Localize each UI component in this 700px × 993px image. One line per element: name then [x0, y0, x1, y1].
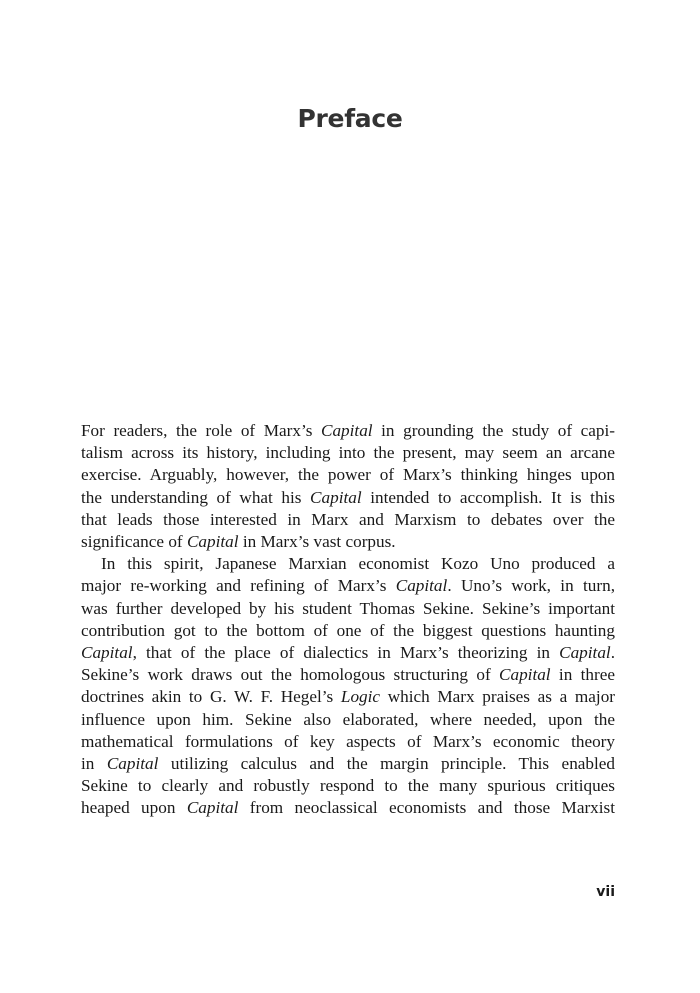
text-line: in Capital utilizing calculus and the margin principle. This enabled: [81, 754, 616, 774]
paragraph: [81, 553, 615, 819]
italic-title: Capital: [499, 665, 551, 685]
text-line: For readers, the role of Marx’s Capital in grounding the study of capi-: [81, 421, 615, 440]
italic-title: Capital: [186, 798, 239, 818]
text-line: doctrines akin to G. W. F. Hegel’s Logic which Marx praises as a major: [81, 687, 616, 707]
text-line: Sekine’s work draws out the homologous structuring of Capital in three: [81, 665, 615, 685]
paragraph: [81, 420, 615, 553]
text-line: exercise. Arguably, however, the power of Marx’s thinking hinges upon: [81, 465, 615, 485]
text-line: influence upon him. Sekine also elaborated, where needed, upon the: [81, 709, 615, 729]
italic-title: Capital: [321, 421, 373, 440]
italic-title: Capital: [186, 532, 239, 552]
text-line: heaped upon Capital from neoclassical economists and those Marxist: [81, 798, 616, 818]
italic-title: Capital: [81, 643, 133, 663]
italic-title: Capital: [106, 754, 159, 774]
text-line: contribution got to the bottom of one of the biggest questions haunting: [81, 620, 615, 640]
italic-title: Capital: [559, 643, 611, 663]
italic-title: Capital: [310, 487, 362, 507]
text-line: mathematical formulations of key aspects of Marx’s economic theory: [81, 731, 615, 751]
text-line: talism across its history, including into the present, may seem an arcane: [81, 443, 615, 463]
text-line: that leads those interested in Marx and Marxism to debates over the: [81, 509, 615, 529]
text-line: In this spirit, Japanese Marxian economist Kozo Uno produced a: [101, 554, 615, 574]
text-line: significance of Capital in Marx’s vast corpus.: [81, 532, 396, 552]
page-number: vii: [596, 884, 615, 900]
text-line: the understanding of what his Capital intended to accomplish. It is this: [81, 487, 615, 507]
chapter-title: Preface: [297, 104, 403, 133]
body-text: [81, 420, 615, 820]
text-line: was further developed by his student Thomas Sekine. Sekine’s important: [81, 598, 615, 618]
text-line: Sekine to clearly and robustly respond to the many spurious critiques: [81, 776, 615, 796]
text-line: Capital, that of the place of dialectics in Marx’s theorizing in Capital.: [81, 643, 615, 663]
text-line: major re-working and refining of Marx’s Capital. Uno’s work, in turn,: [81, 576, 616, 596]
italic-title: Logic: [340, 687, 381, 707]
italic-title: Capital: [395, 576, 448, 596]
